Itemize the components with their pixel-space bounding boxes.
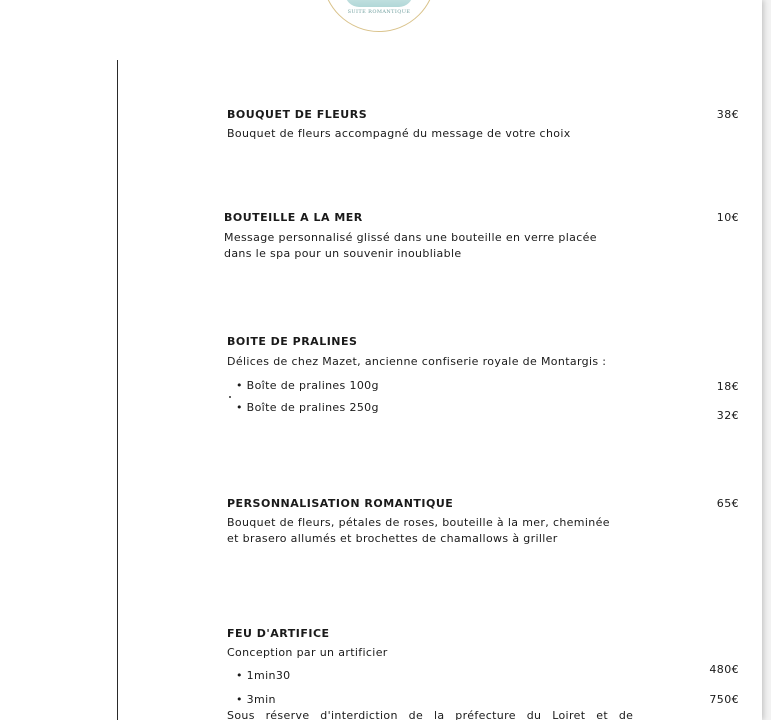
option-label-pralines-250: • Boîte de pralines 250g <box>236 401 379 414</box>
wave-icon <box>345 0 413 7</box>
item-desc-personnalisation-line-2: et brasero allumés et brochettes de chamallows à griller <box>227 532 558 545</box>
logo-text: SUITE ROMANTIQUE <box>347 9 411 15</box>
item-desc-bouteille-line-1: Message personnalisé glissé dans une bouteille en verre placée <box>224 231 597 244</box>
item-title-personnalisation: PERSONNALISATION ROMANTIQUE <box>227 497 454 510</box>
option-label-feu-1min30: • 1min30 <box>236 669 291 682</box>
item-title-bouteille: BOUTEILLE A LA MER <box>224 211 363 224</box>
vertical-divider <box>117 60 118 720</box>
option-price-feu-3min: 750€ <box>709 693 739 706</box>
stray-dot <box>229 396 231 398</box>
item-title-bouquet: BOUQUET DE FLEURS <box>227 108 368 121</box>
option-label-feu-3min: • 3min <box>236 693 276 706</box>
logo-seal <box>322 0 436 32</box>
item-desc-pralines: Délices de chez Mazet, ancienne confiserie royale de Montargis : <box>227 355 607 368</box>
item-desc-personnalisation-line-1: Bouquet de fleurs, pétales de roses, bouteille à la mer, cheminée <box>227 516 610 529</box>
item-price-personnalisation: 65€ <box>716 497 739 510</box>
item-note-feu: Sous réserve d'interdiction de la préfecture du Loiret et de <box>227 709 634 720</box>
option-label-pralines-100: • Boîte de pralines 100g <box>236 379 379 392</box>
option-price-feu-1min30: 480€ <box>709 663 739 676</box>
item-price-bouteille: 10€ <box>716 211 739 224</box>
item-desc-bouteille-line-2: dans le spa pour un souvenir inoubliable <box>224 247 462 260</box>
item-desc-feu: Conception par un artificier <box>227 646 388 659</box>
item-price-bouquet: 38€ <box>716 108 739 121</box>
item-title-feu: FEU D'ARTIFICE <box>227 627 330 640</box>
item-desc-bouquet: Bouquet de fleurs accompagné du message de votre choix <box>227 127 571 140</box>
option-price-pralines-100: 18€ <box>716 380 739 393</box>
item-title-pralines: BOITE DE PRALINES <box>227 335 358 348</box>
option-price-pralines-250: 32€ <box>716 409 739 422</box>
